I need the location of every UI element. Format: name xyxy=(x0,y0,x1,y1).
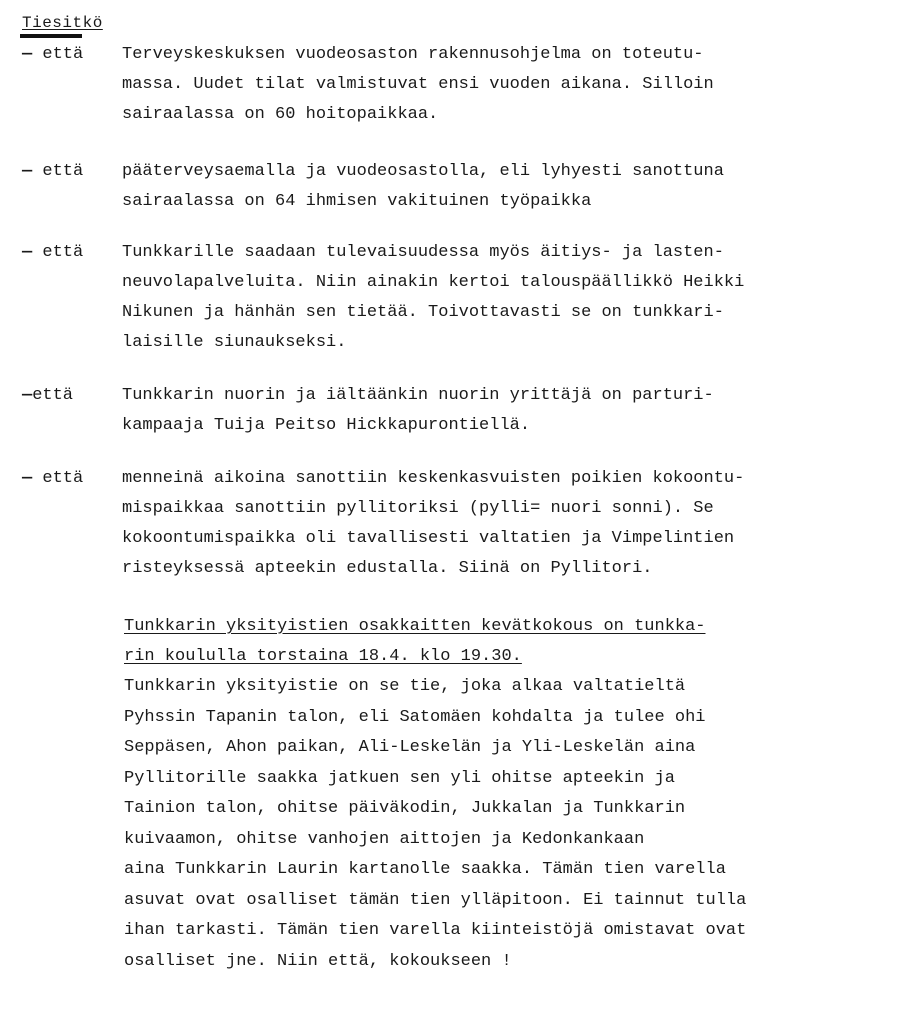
item-line: menneinä aikoina sanottiin keskenkasvuisten poikien kokoontu- xyxy=(122,469,745,488)
item-line: sairaalassa on 64 ihmisen vakituinen työpaikka xyxy=(122,192,592,211)
notice-body-line: ihan tarkasti. Tämän tien varella kiinteistöjä omistavat ovat xyxy=(124,921,747,940)
item-marker: että xyxy=(42,162,84,181)
notice-body-line: osalliset jne. Niin että, kokoukseen ! xyxy=(124,951,512,971)
notice-body-line: Tainion talon, ohitse päiväkodin, Jukkalan ja Tunkkarin xyxy=(124,799,686,818)
item-line: neuvolapalveluita. Niin ainakin kertoi talouspäällikkö Heikki xyxy=(122,273,745,292)
item-line: risteyksessä apteekin edustalla. Siinä on Pyllitori. xyxy=(122,559,653,578)
item-marker: että xyxy=(32,386,74,405)
item-line: kampaaja Tuija Peitso Hickkapurontiellä. xyxy=(122,416,531,435)
notice-title-line: rin koululla torstaina 18.4. klo 19.30. xyxy=(124,647,522,666)
item-text xyxy=(122,381,882,441)
item-text xyxy=(122,40,882,130)
item-marker: että xyxy=(42,469,84,488)
item-line: kokoontumispaikka oli tavallisesti valtatien ja Vimpelintien xyxy=(122,529,735,548)
item-marker: että xyxy=(42,243,84,262)
item-line: pääterveysaemalla ja vuodeosastolla, eli lyhyesti sanottuna xyxy=(122,162,724,181)
dash-marker: — xyxy=(22,45,33,64)
item-line: massa. Uudet tilat valmistuvat ensi vuoden aikana. Silloin xyxy=(122,75,714,94)
item-line: Nikunen ja hänhän sen tietää. Toivottavasti se on tunkkari- xyxy=(122,303,724,322)
item-marker: että xyxy=(42,45,84,64)
heading: Tiesitkö xyxy=(22,14,103,32)
notice-body-line: Tunkkarin yksityistie on se tie, joka alkaa valtatieltä xyxy=(124,677,686,696)
notice-title xyxy=(124,612,884,672)
item-line: sairaalassa on 60 hoitopaikkaa. xyxy=(122,105,439,124)
notice-body-line: Seppäsen, Ahon paikan, Ali-Leskelän ja Yli-Leskelän aina xyxy=(124,738,696,757)
dash-marker: — xyxy=(22,162,33,181)
item-line: mispaikkaa sanottiin pyllitoriksi (pylli= nuori sonni). Se xyxy=(122,499,714,518)
item-line: laisille siunaukseksi. xyxy=(122,333,347,352)
item-line: Tunkkarin nuorin ja iältäänkin nuorin yrittäjä on parturi- xyxy=(122,386,714,405)
item-text xyxy=(122,157,882,217)
dash-marker: — xyxy=(22,386,33,405)
item-text xyxy=(122,464,882,584)
notice-body-line: asuvat ovat osalliset tämän tien ylläpitoon. Ei tainnut tulla xyxy=(124,890,747,910)
notice-body-line: kuivaamon, ohitse vanhojen aittojen ja Kedonkankaan xyxy=(124,829,645,849)
notice-body-line: Pyhssin Tapanin talon, eli Satomäen kohdalta ja tulee ohi xyxy=(124,707,706,727)
notice-body xyxy=(124,672,884,977)
notice-body-line: aina Tunkkarin Laurin kartanolle saakka. Tämän tien varella xyxy=(124,860,726,879)
item-line: Tunkkarille saadaan tulevaisuudessa myös äitiys- ja lasten- xyxy=(122,243,724,262)
dash-marker: — xyxy=(22,243,33,262)
item-line: Terveyskeskuksen vuodeosaston rakennusohjelma on toteutu- xyxy=(122,45,704,64)
notice-title-line: Tunkkarin yksityistien osakkaitten kevätkokous on tunkka- xyxy=(124,617,706,636)
meeting-notice xyxy=(124,612,884,977)
dash-marker: — xyxy=(22,469,33,488)
notice-body-line: Pyllitorille saakka jatkuen sen yli ohitse apteekin ja xyxy=(124,768,675,788)
item-text xyxy=(122,238,882,358)
heading-underline-bar xyxy=(20,34,82,38)
